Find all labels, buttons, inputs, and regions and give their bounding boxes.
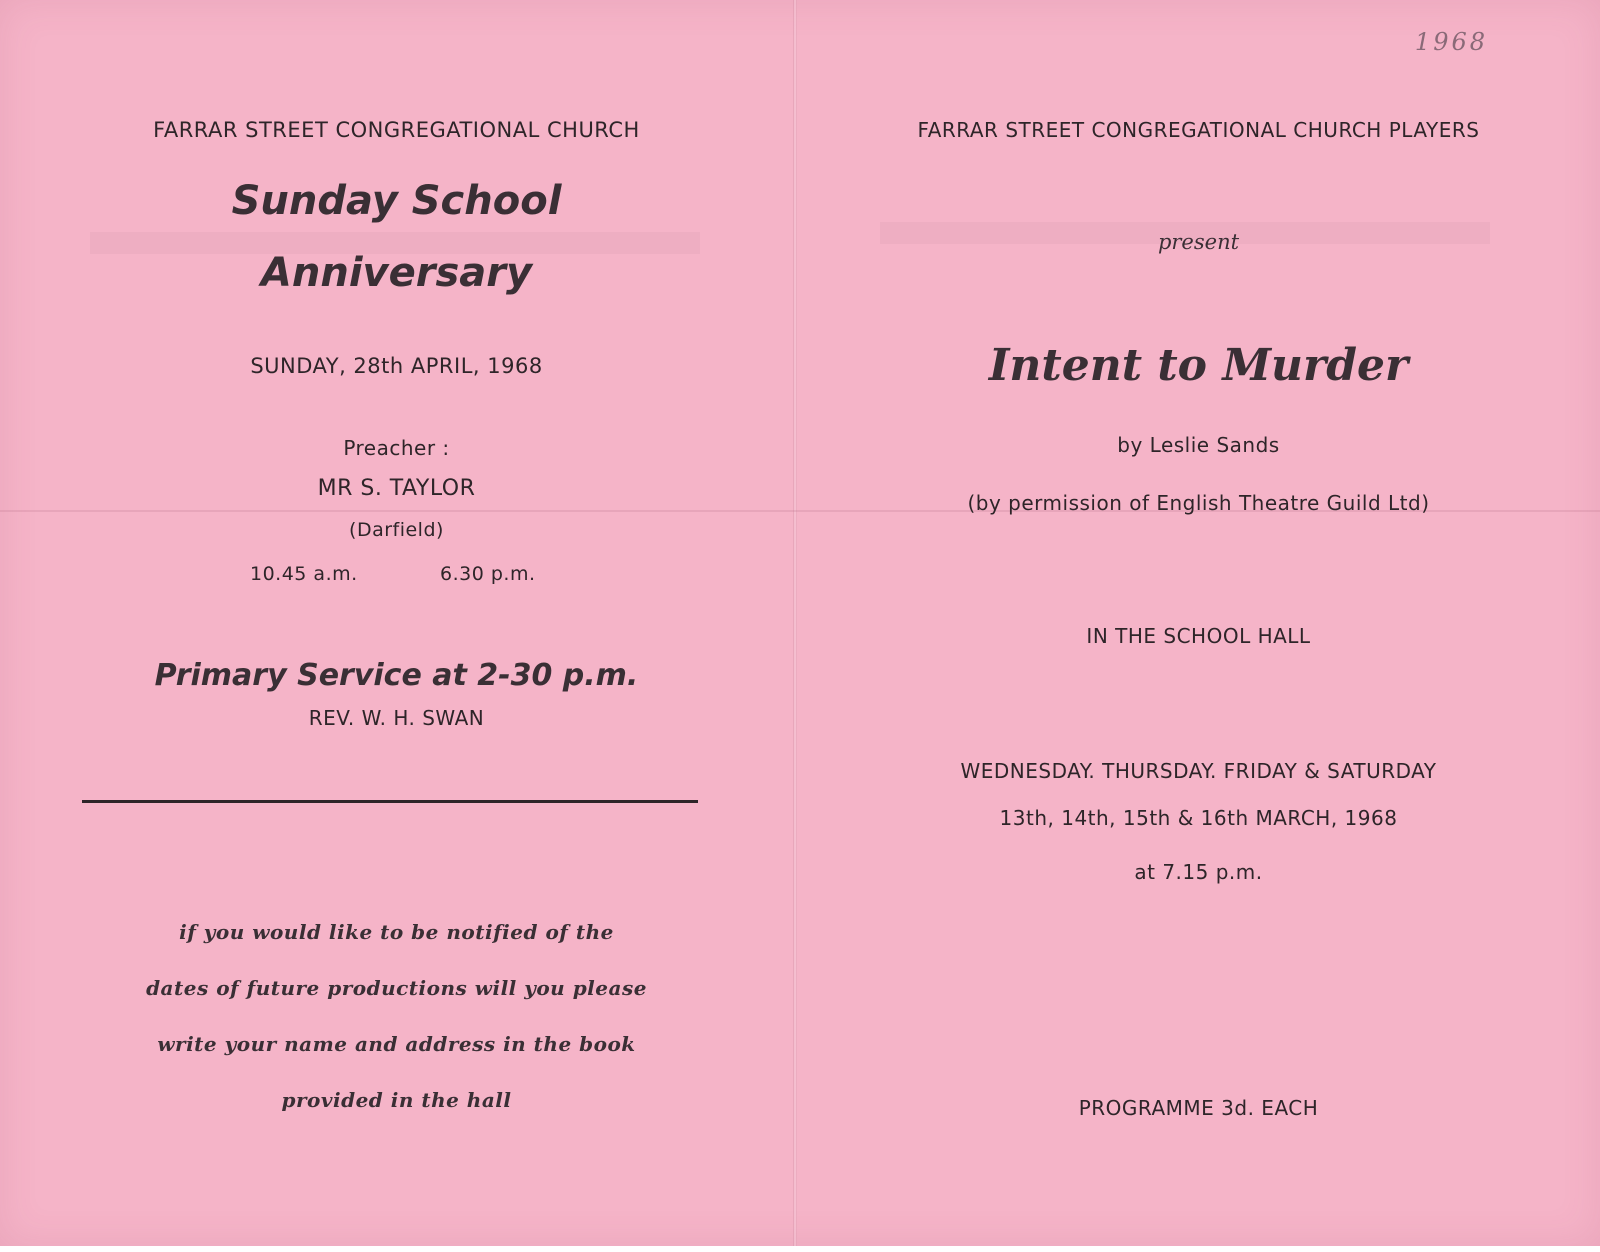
performance-dates: 13th, 14th, 15th & 16th MARCH, 1968	[999, 806, 1398, 830]
event-title-line2: Anniversary	[260, 250, 533, 296]
primary-service-minister: REV. W. H. SWAN	[308, 706, 485, 730]
present-label: present	[1157, 230, 1240, 254]
preacher-label: Preacher :	[343, 436, 450, 460]
notice-line-2: dates of future productions will you please	[146, 976, 647, 1000]
service-time-evening: 6.30 p.m.	[440, 563, 536, 585]
programme-price: PROGRAMME 3d. EACH	[1078, 1096, 1319, 1120]
divider-line	[82, 800, 698, 803]
play-author: by Leslie Sands	[1117, 433, 1280, 457]
play-title: Intent to Murder	[988, 340, 1409, 391]
handwritten-year: 1968	[1414, 28, 1488, 56]
right-panel	[797, 0, 1600, 1246]
players-name: FARRAR STREET CONGREGATIONAL CHURCH PLAYERS	[917, 118, 1480, 142]
event-title-line1: Sunday School	[231, 178, 562, 224]
performance-time: at 7.15 p.m.	[1134, 860, 1263, 884]
notice-line-1: if you would like to be notified of the	[179, 920, 614, 944]
performance-days: WEDNESDAY. THURSDAY. FRIDAY & SATURDAY	[960, 759, 1437, 783]
permission-note: (by permission of English Theatre Guild Ltd)	[967, 491, 1430, 515]
notice-line-3: write your name and address in the book	[157, 1032, 636, 1056]
left-panel	[0, 0, 793, 1246]
primary-service-heading: Primary Service at 2-30 p.m.	[154, 658, 639, 693]
event-date: SUNDAY, 28th APRIL, 1968	[250, 354, 543, 378]
church-name: FARRAR STREET CONGREGATIONAL CHURCH	[153, 118, 640, 142]
preacher-name: MR S. TAYLOR	[317, 476, 476, 501]
notice-line-4: provided in the hall	[281, 1088, 512, 1112]
preacher-place: (Darfield)	[349, 519, 444, 541]
service-time-morning: 10.45 a.m.	[250, 563, 358, 585]
venue: IN THE SCHOOL HALL	[1086, 624, 1311, 648]
